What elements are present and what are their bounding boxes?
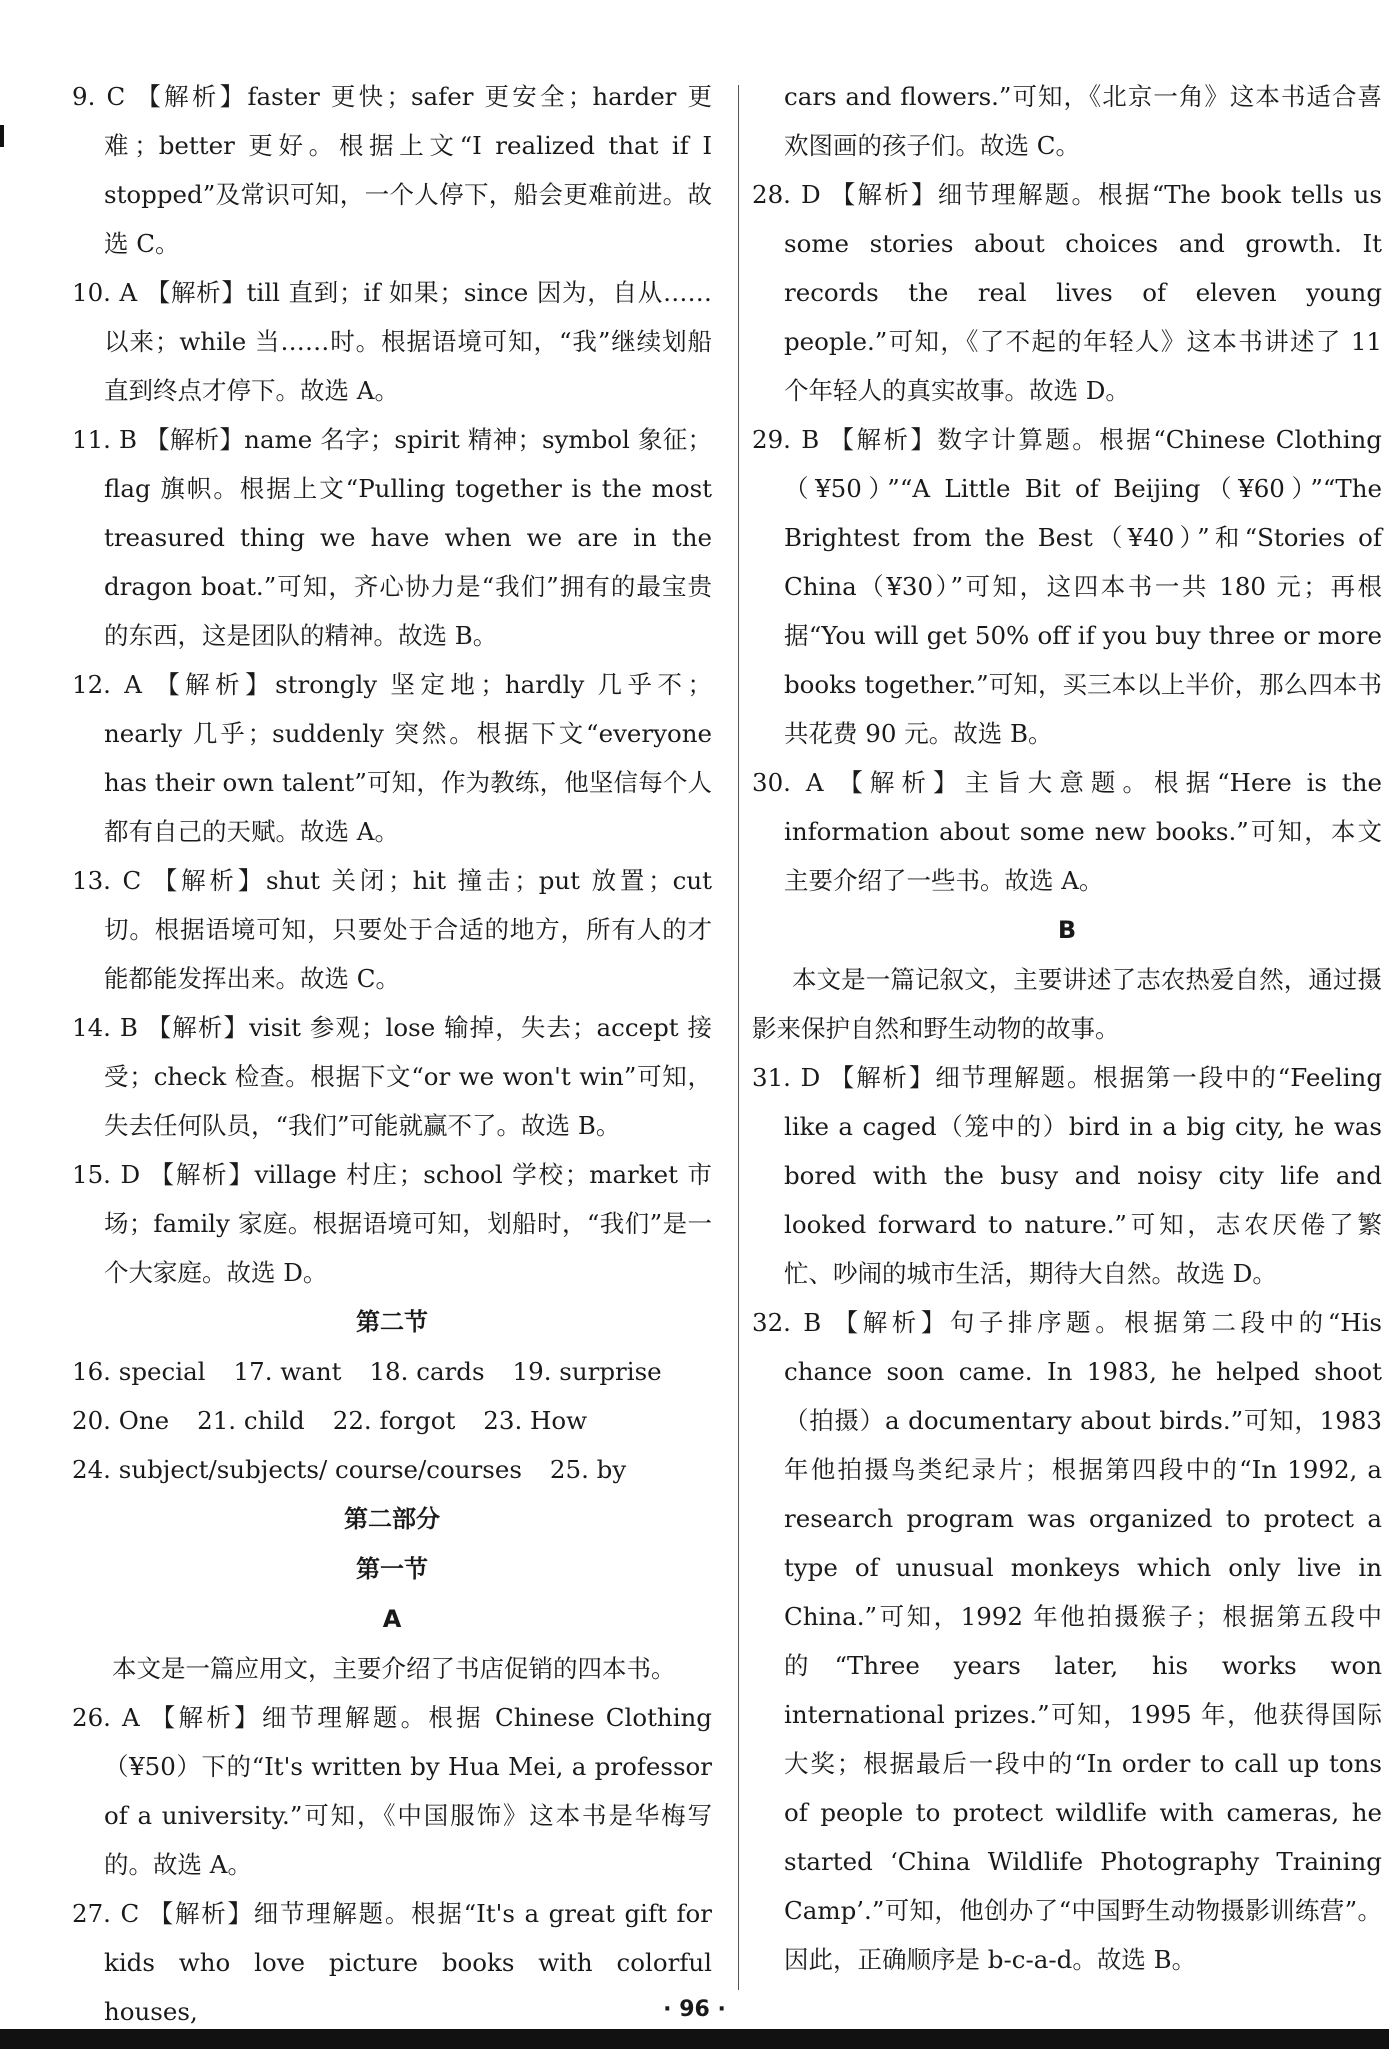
fill-answer: 23. How <box>483 1406 588 1435</box>
fill-answer: 18. cards <box>369 1357 485 1386</box>
answer-31: 31. D 【解析】细节理解题。根据第一段中的“Feeling like a caged（笼中的）bird in a big city, he was bored with the busy and noisy city life and looked forward to nature.”可知，志农厌倦了繁忙、吵闹的城市生活，期待大自然。故选 D。 <box>752 1063 1382 1288</box>
fill-answer: 19. surprise <box>512 1357 662 1386</box>
passage-b-summary: 本文是一篇记叙文，主要讲述了志农热爱自然，通过摄影来保护自然和野生动物的故事。 <box>752 965 1382 1043</box>
section-heading-1: 第一节 <box>356 1555 428 1583</box>
left-column <box>72 72 712 2036</box>
answer-11: 11. B 【解析】name 名字；spirit 精神；symbol 象征；flag 旗帜。根据上文“Pulling together is the most treasured thing we have when we are in the dragon boat.”可知，齐心协力是“我们”拥有的最宝贵的东西，这是团队的精神。故选 B。 <box>72 425 712 650</box>
passage-a-summary: 本文是一篇应用文，主要介绍了书店促销的四本书。 <box>112 1654 676 1683</box>
answer-30: 30. A 【解析】主旨大意题。根据“Here is the information about some new books.”可知，本文主要介绍了一些书。故选 A。 <box>752 768 1382 895</box>
answer-15: 15. D 【解析】village 村庄；school 学校；market 市场；family 家庭。根据语境可知，划船时，“我们”是一个大家庭。故选 D。 <box>72 1160 712 1287</box>
answer-13: 13. C 【解析】shut 关闭；hit 撞击；put 放置；cut 切。根据语境可知，只要处于合适的地方，所有人的才能都能发挥出来。故选 C。 <box>72 866 712 993</box>
section-heading-2: 第二节 <box>356 1308 428 1336</box>
answer-27-start: 27. C 【解析】细节理解题。根据“It's a great gift for kids who love picture books with colorful houses, <box>72 1899 712 2026</box>
passage-heading-a: A <box>382 1605 402 1633</box>
answer-10: 10. A 【解析】till 直到；if 如果；since 因为，自从……以来；while 当……时。根据语境可知，“我”继续划船直到终点才停下。故选 A。 <box>72 278 712 405</box>
column-divider <box>738 85 739 1990</box>
fill-answer: 20. One <box>72 1406 170 1435</box>
answer-12: 12. A 【解析】strongly 坚定地；hardly 几乎不；nearly 几乎；suddenly 突然。根据下文“everyone has their own talent”可知，作为教练，他坚信每个人都有自己的天赋。故选 A。 <box>72 670 712 846</box>
fill-answer: 16. special <box>72 1357 206 1386</box>
fill-answer: 17. want <box>233 1357 342 1386</box>
answer-28: 28. D 【解析】细节理解题。根据“The book tells us some stories about choices and growth. It records the real lives of eleven young people.”可知，《了不起的年轻人》这本书讲述了 11 个年轻人的真实故事。故选 D。 <box>752 180 1382 405</box>
page-number: · 96 · <box>663 1997 726 2022</box>
fill-answer: 24. subject/subjects/ course/courses <box>72 1455 522 1484</box>
passage-heading-b: B <box>1057 916 1077 944</box>
bottom-border <box>0 2029 1389 2049</box>
fill-answer: 25. by <box>549 1455 627 1484</box>
answer-26: 26. A 【解析】细节理解题。根据 Chinese Clothing（¥50）下的“It's written by Hua Mei, a professor of a university.”可知，《中国服饰》这本书是华梅写的。故选 A。 <box>72 1703 712 1879</box>
fill-answer: 21. child <box>197 1406 305 1435</box>
right-column <box>752 72 1382 1984</box>
part-heading-2: 第二部分 <box>344 1505 440 1533</box>
answer-27-end: cars and flowers.”可知，《北京一角》这本书适合喜欢图画的孩子们。故选 C。 <box>784 82 1382 160</box>
answer-32: 32. B 【解析】句子排序题。根据第二段中的“His chance soon came. In 1983, he helped shoot（拍摄）a documentary about birds.”可知，1983 年他拍摄鸟类纪录片；根据第四段中的“In 1992, a research program was organized to protect a type of unusual monkeys which only live in China.”可知，1992 年他拍摄猴子；根据第五段中的“Three years later, his works won international prizes.”可知，1995 年，他获得国际大奖；根据最后一段中的“In order to call up tons of people to protect wildlife with cameras, he started ‘China Wildlife Photography Training Camp’.”可知，他创办了“中国野生动物摄影训练营”。因此，正确顺序是 b-c-a-d。故选 B。 <box>752 1308 1382 1974</box>
fill-answer: 22. forgot <box>332 1406 456 1435</box>
answer-29: 29. B 【解析】数字计算题。根据“Chinese Clothing（¥50）”“A Little Bit of Beijing（¥60）”“The Brightest from the Best（¥40）”和“Stories of China（¥30）”可知，这四本书一共 180 元；再根据“You will get 50% off if you buy three or more books together.”可知，买三本以上半价，那么四本书共花费 90 元。故选 B。 <box>752 425 1382 748</box>
answer-9: 9. C 【解析】faster 更快；safer 更安全；harder 更难；better 更好。根据上文“I realized that if I stopped”及常识可知，一个人停下，船会更难前进。故选 C。 <box>72 82 712 258</box>
fill-blank-answers <box>72 1347 712 1494</box>
answer-14: 14. B 【解析】visit 参观；lose 输掉，失去；accept 接受；check 检查。根据下文“or we won't win”可知，失去任何队员，“我们”可能就赢不了。故选 B。 <box>72 1013 712 1140</box>
margin-mark <box>0 125 4 147</box>
